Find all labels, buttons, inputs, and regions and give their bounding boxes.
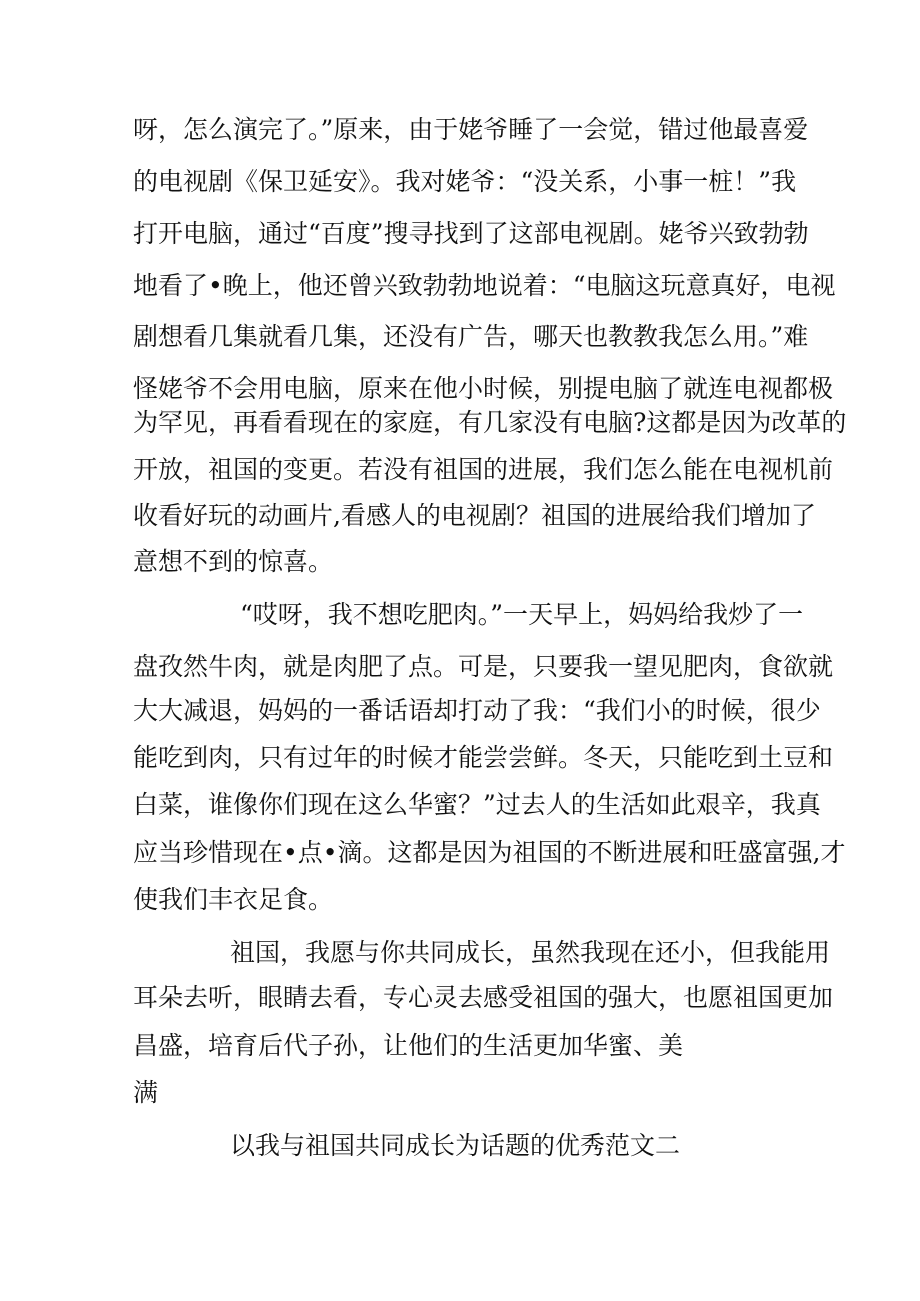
paragraph-2-line-1: “哎呀，我不想吃肥肉。”一天早上，妈妈给我炒了一 [240, 600, 804, 629]
paragraph-1-line-5: 剧想看几集就看几集，还没有广告，哪天也教教我怎么用。”难 [133, 322, 809, 351]
paragraph-1-line-9: 收看好玩的动画片,看感人的电视剧？祖国的进展给我们增加了 [133, 501, 816, 530]
paragraph-3-line-1: 祖国，我愿与你共同成长，虽然我现在还小，但我能用 [230, 938, 831, 967]
paragraph-1-line-2: 的电视剧《保卫延安》。我对姥爷：“没关系，小事一桩！”我 [133, 167, 797, 196]
paragraph-3-line-3: 昌盛，培育后代子孙，让他们的生活更加华蜜、美 [133, 1031, 684, 1060]
paragraph-2-line-5: 白菜，谁像你们现在这么华蜜？”过去人的生活如此艰辛，我真 [133, 790, 821, 819]
paragraph-2-line-4: 能吃到肉，只有过年的时候才能尝尝鲜。冬天，只能吃到土豆和 [133, 743, 834, 772]
paragraph-3-line-2: 耳朵去听，眼睛去看，专心灵去感受祖国的强大，也愿祖国更加 [133, 983, 834, 1012]
paragraph-1-line-1: 呀，怎么演完了。”原来，由于姥爷睡了一会觉，错过他最喜爱 [133, 115, 809, 144]
paragraph-1-line-8: 开放，祖国的变更。若没有祖国的进展，我们怎么能在电视机前 [133, 455, 834, 484]
paragraph-1-line-7: 为罕见，再看看现在的家庭，有几家没有电脑?这都是因为改革的 [133, 408, 847, 437]
paragraph-2-line-2: 盘孜然牛肉，就是肉肥了点。可是，只要我一望见肥肉，食欲就 [133, 652, 834, 681]
paragraph-1-line-10: 意想不到的惊喜。 [133, 547, 334, 576]
paragraph-2-line-6: 应当珍惜现在•点•滴。这都是因为祖国的不断进展和旺盛富强,才 [133, 838, 846, 867]
paragraph-3-line-4: 满 [133, 1078, 159, 1107]
paragraph-1-line-4: 地看了•晚上，他还曾兴致勃勃地说着：“电脑这玩意真好，电视 [133, 271, 836, 300]
paragraph-1-line-6: 怪姥爷不会用电脑，原来在他小时候，别提电脑了就连电视都极 [133, 374, 834, 403]
paragraph-2-line-3: 大大减退，妈妈的一番话语却打动了我：“我们小的时候，很少 [133, 696, 821, 725]
paragraph-2-line-7: 使我们丰衣足食。 [133, 885, 334, 914]
section-title: 以我与祖国共同成长为话题的优秀范文二 [230, 1131, 681, 1160]
paragraph-1-line-3: 打开电脑，通过“百度”搜寻找到了这部电视剧。姥爷兴致勃勃 [133, 219, 809, 248]
